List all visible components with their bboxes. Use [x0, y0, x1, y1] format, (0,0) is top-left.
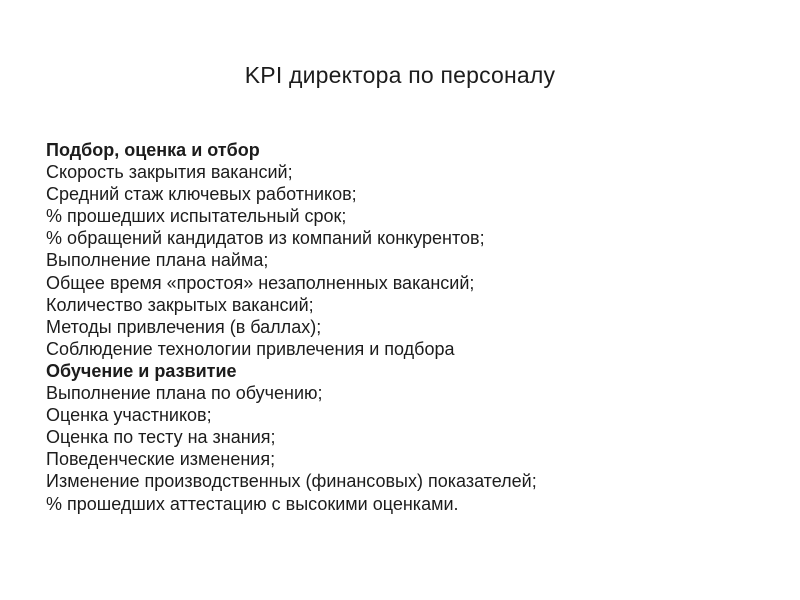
slide-title: KPI директора по персоналу — [244, 62, 556, 88]
kpi-item: Выполнение плана по обучению; — [46, 383, 323, 404]
kpi-item: Общее время «простоя» незаполненных вакансий; — [46, 272, 475, 293]
kpi-item: Средний стаж ключевых работников; — [46, 184, 357, 205]
kpi-item: Поведенческие изменения; — [46, 449, 276, 470]
kpi-item: Оценка участников; — [46, 405, 212, 426]
kpi-item: Методы привлечения (в баллах); — [46, 316, 322, 337]
kpi-item: Оценка по тесту на знания; — [46, 427, 276, 448]
kpi-item: Соблюдение технологии привлечения и подбора — [46, 338, 455, 359]
kpi-item: % прошедших испытательный срок; — [46, 206, 347, 227]
kpi-item: % обращений кандидатов из компаний конкурентов; — [46, 228, 485, 249]
kpi-item: Изменение производственных (финансовых) показателей; — [46, 471, 537, 492]
kpi-item: Количество закрытых вакансий; — [46, 294, 314, 315]
kpi-item: Скорость закрытия вакансий; — [46, 162, 293, 183]
slide-body — [46, 139, 756, 515]
section-heading-training: Обучение и развитие — [46, 360, 237, 381]
kpi-item: % прошедших аттестацию с высокими оценками. — [46, 493, 459, 514]
section-heading-recruitment: Подбор, оценка и отбор — [46, 140, 260, 160]
kpi-item: Выполнение плана найма; — [46, 250, 269, 271]
